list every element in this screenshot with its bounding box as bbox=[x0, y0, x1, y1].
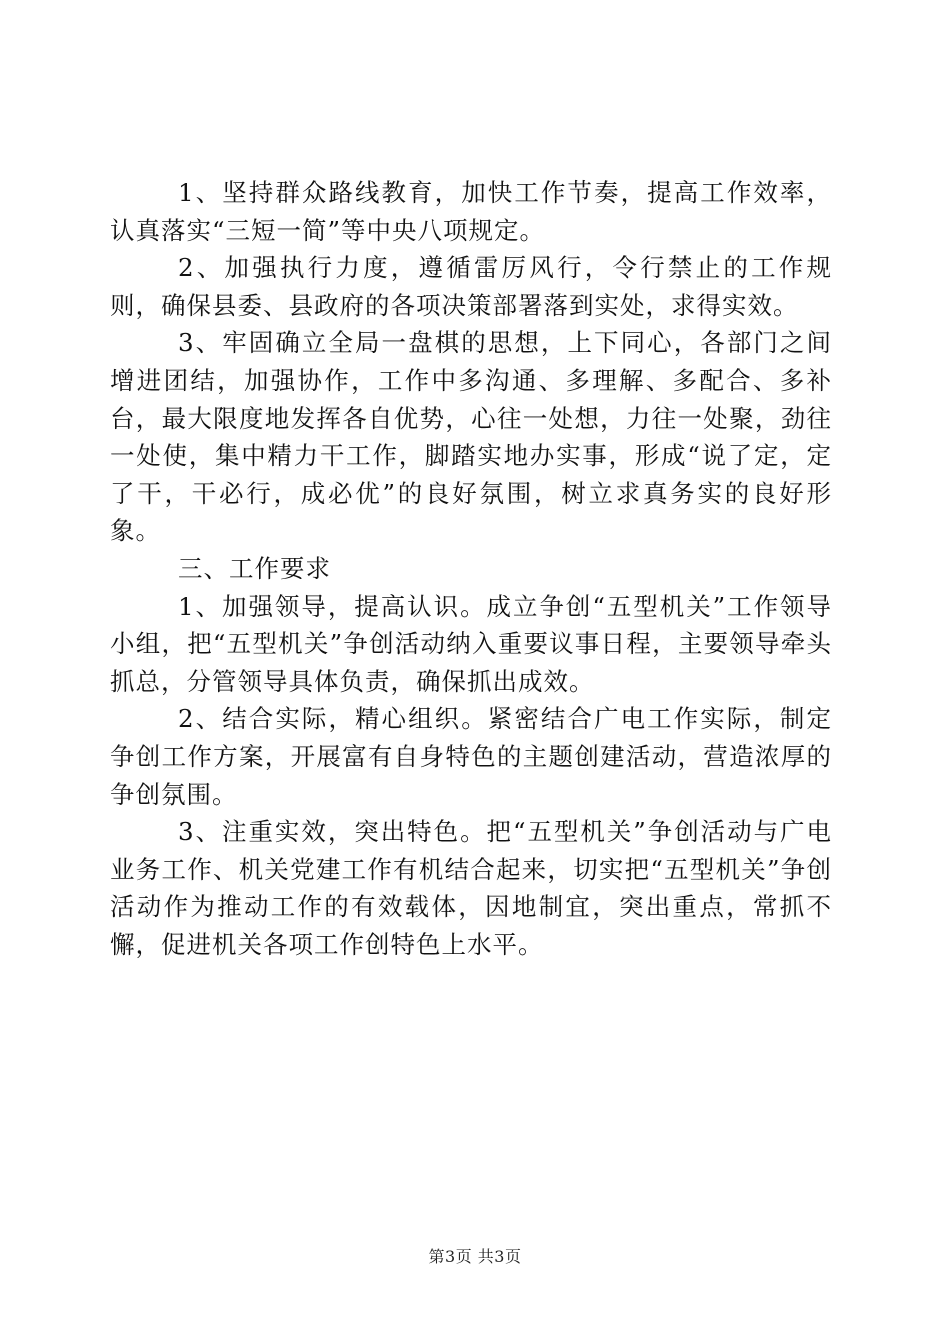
section-heading: 三、工作要求 bbox=[178, 553, 331, 583]
document-body bbox=[110, 174, 832, 963]
paragraph-6: 3、注重实效，突出特色。把“五型机关”争创活动与广电业务工作、机关党建工作有机结合起来，切实把“五型机关”争创活动作为推动工作的有效载体，因地制宜，突出重点，常抓不懈，促进机关各项工作创特色上水平。 bbox=[110, 817, 832, 959]
paragraph-1: 1、坚持群众路线教育，加快工作节奏，提高工作效率，认真落实“三短一简”等中央八项规定。 bbox=[110, 178, 832, 245]
paragraph-3: 3、牢固确立全局一盘棋的思想，上下同心，各部门之间增进团结，加强协作，工作中多沟通、多理解、多配合、多补台，最大限度地发挥各自优势，心往一处想，力往一处聚，劲往一处使，集中精力干工作，脚踏实地办实事，形成“说了定，定了干，干必行，成必优”的良好氛围，树立求真务实的良好形象。 bbox=[110, 328, 832, 546]
paragraph-4: 1、加强领导，提高认识。成立争创“五型机关”工作领导小组，把“五型机关”争创活动纳入重要议事日程，主要领导牵头抓总，分管领导具体负责，确保抓出成效。 bbox=[110, 591, 832, 696]
page-footer: 第3页 共3页 bbox=[428, 1247, 522, 1266]
paragraph-2: 2、加强执行力度，遵循雷厉风行，令行禁止的工作规则，确保县委、县政府的各项决策部署落到实处，求得实效。 bbox=[110, 253, 832, 320]
paragraph-5: 2、结合实际，精心组织。紧密结合广电工作实际，制定争创工作方案，开展富有自身特色的主题创建活动，营造浓厚的争创氛围。 bbox=[110, 704, 832, 809]
